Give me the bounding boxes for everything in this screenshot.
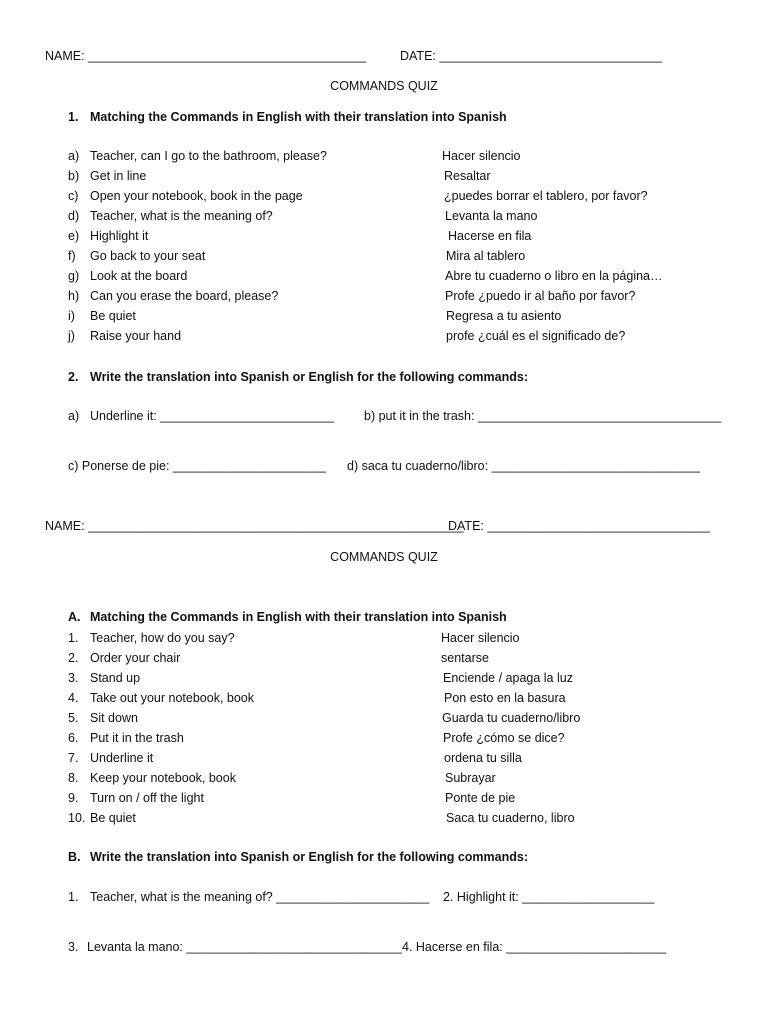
english-command: Look at the board [90,269,188,283]
english-command: Turn on / off the light [90,791,204,805]
item-marker: 5. [68,711,79,725]
question-1-text: Matching the Commands in English with their translation into Spanish [90,110,507,124]
item-marker: 4. [68,691,79,705]
english-command: Get in line [90,169,147,183]
translate-trash-field[interactable]: b) put it in the trash: ___________________________________ [364,409,722,423]
spanish-translation: Hacer silencio [442,149,521,163]
item-number: 1. [68,890,79,904]
spanish-translation: Levanta la mano [445,209,538,223]
item-letter: a) [68,409,80,423]
spanish-translation: Resaltar [444,169,491,183]
item-marker: d) [68,209,80,223]
translate-levanta-field[interactable]: Levanta la mano: _______________________________ [87,940,402,954]
item-number: 3. [68,940,79,954]
translate-fila-field[interactable]: 4. Hacerse en fila: _______________________ [402,940,667,954]
spanish-translation: Pon esto en la basura [444,691,566,705]
spanish-translation: Abre tu cuaderno o libro en la página… [445,269,663,283]
spanish-translation: Regresa a tu asiento [446,309,562,323]
spanish-translation: sentarse [441,651,489,665]
english-command: Raise your hand [90,329,182,343]
spanish-translation: Profe ¿cómo se dice? [443,731,565,745]
quiz-title-1: COMMANDS QUIZ [330,79,438,93]
english-command: Open your notebook, book in the page [90,189,303,203]
english-command: Stand up [90,671,141,685]
quiz-title-2: COMMANDS QUIZ [330,550,438,564]
item-marker: c) [68,189,79,203]
question-2-number: 2. [68,370,79,384]
question-1-number: 1. [68,110,79,124]
question-2-text: Write the translation into Spanish or English for the following commands: [90,370,528,384]
item-marker: 3. [68,671,79,685]
item-marker: f) [68,249,76,263]
spanish-translation: Hacerse en fila [448,229,532,243]
spanish-translation: Subrayar [445,771,496,785]
english-command: Can you erase the board, please? [90,289,279,303]
date-field-1[interactable]: DATE: ________________________________ [400,49,662,63]
english-command: Teacher, how do you say? [90,631,235,645]
question-B-number: B. [68,850,81,864]
item-marker: 1. [68,631,79,645]
date-field-2[interactable]: DATE: ________________________________ [448,519,710,533]
question-A-text: Matching the Commands in English with their translation into Spanish [90,610,507,624]
item-marker: e) [68,229,80,243]
english-command: Put it in the trash [90,731,184,745]
name-field-2[interactable]: NAME: ______________________________________________________ [45,519,464,533]
item-marker: i) [68,309,75,323]
translate-ponerse-field[interactable]: c) Ponerse de pie: ______________________ [68,459,326,473]
english-command: Keep your notebook, book [90,771,236,785]
english-command: Go back to your seat [90,249,206,263]
translate-meaning-field[interactable]: Teacher, what is the meaning of? ______________________ [90,890,430,904]
english-command: Underline it [90,751,154,765]
english-command: Order your chair [90,651,181,665]
item-marker: b) [68,169,80,183]
question-B-text: Write the translation into Spanish or English for the following commands: [90,850,528,864]
english-command: Teacher, can I go to the bathroom, please? [90,149,327,163]
english-command: Take out your notebook, book [90,691,255,705]
english-command: Be quiet [90,811,136,825]
spanish-translation: Guarda tu cuaderno/libro [442,711,581,725]
item-marker: a) [68,149,80,163]
spanish-translation: Hacer silencio [441,631,520,645]
item-marker: 6. [68,731,79,745]
spanish-translation: Saca tu cuaderno, libro [446,811,575,825]
spanish-translation: Enciende / apaga la luz [443,671,573,685]
spanish-translation: Mira al tablero [446,249,526,263]
question-A-number: A. [68,610,81,624]
spanish-translation: ordena tu silla [444,751,522,765]
spanish-translation: Profe ¿puedo ir al baño por favor? [445,289,636,303]
item-marker: j) [68,329,75,343]
item-marker: g) [68,269,80,283]
translate-highlight-field[interactable]: 2. Highlight it: ___________________ [443,890,655,904]
spanish-translation: Ponte de pie [445,791,516,805]
item-marker: 7. [68,751,79,765]
spanish-translation: profe ¿cuál es el significado de? [446,329,626,343]
item-marker: 9. [68,791,79,805]
english-command: Teacher, what is the meaning of? [90,209,273,223]
english-command: Be quiet [90,309,136,323]
spanish-translation: ¿puedes borrar el tablero, por favor? [444,189,648,203]
english-command: Highlight it [90,229,149,243]
item-marker: 8. [68,771,79,785]
item-marker: 2. [68,651,79,665]
translate-underline-field[interactable]: Underline it: _________________________ [90,409,334,423]
item-marker: h) [68,289,80,303]
item-marker: 10. [68,811,86,825]
translate-saca-field[interactable]: d) saca tu cuaderno/libro: ______________________________ [347,459,701,473]
name-field-1[interactable]: NAME: ________________________________________ [45,49,367,63]
english-command: Sit down [90,711,138,725]
